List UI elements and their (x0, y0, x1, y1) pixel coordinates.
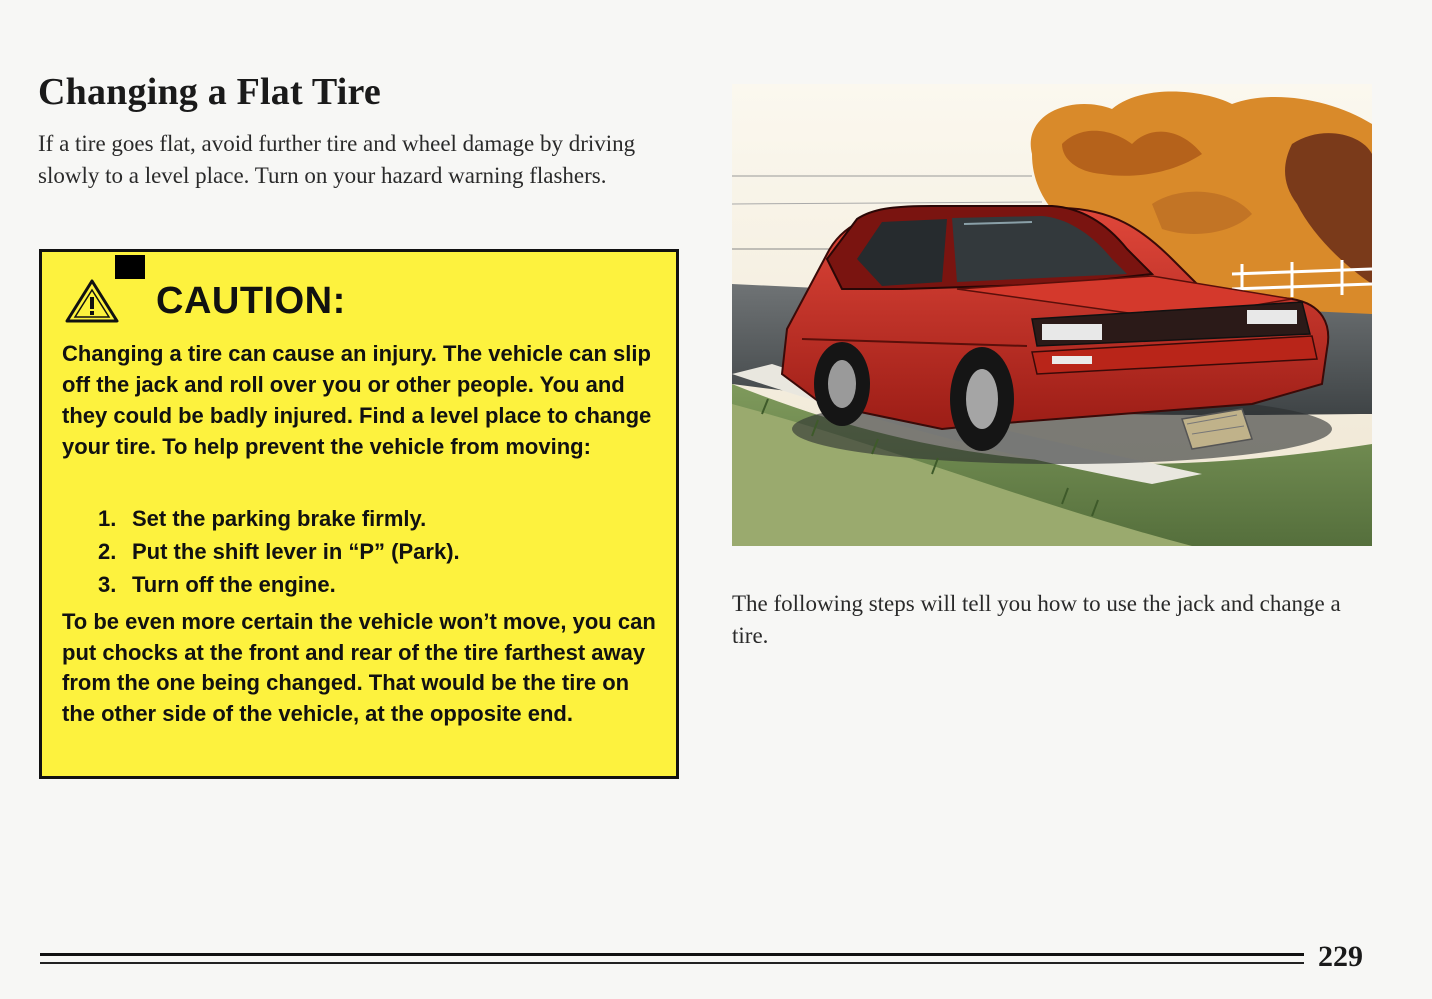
caution-heading: CAUTION: (156, 279, 346, 322)
footer-rule (40, 953, 1304, 956)
caution-text-continued: To be even more certain the vehicle won’t move, you can put chocks at the front and rear of the tire farthest away from the one being changed. That would be the tire on the other side of the vehicle, at the opposite end. (62, 609, 656, 726)
step-item (98, 535, 460, 568)
step-number: 1. (98, 506, 117, 531)
page-number: 229 (1318, 940, 1363, 973)
intro-paragraph: If a tire goes flat, avoid further tire and wheel damage by driving slowly to a level place. Turn on your hazard warning flashers. (38, 131, 636, 188)
footer-rule-secondary (40, 962, 1304, 964)
step-text: Set the parking brake firmly. (132, 506, 427, 531)
step-item (98, 568, 460, 601)
car-illustration (732, 84, 1372, 546)
warning-triangle-icon (64, 278, 120, 324)
step-number: 3. (98, 572, 117, 597)
step-text: Turn off the engine. (132, 572, 336, 597)
step-text: Put the shift lever in “P” (Park). (132, 539, 460, 564)
step-number: 2. (98, 539, 117, 564)
caution-box (39, 249, 679, 779)
caption-paragraph: The following steps will tell you how to use the jack and change a tire. (732, 591, 1341, 648)
caution-text: Changing a tire can cause an injury. The vehicle can slip off the jack and roll over you or other people. You and they could be badly injured. Find a level place to change your tire. To help prevent the vehicle from moving: (62, 341, 652, 459)
caution-header (64, 276, 346, 326)
caution-steps (98, 502, 460, 601)
step-item (98, 502, 460, 535)
page-title: Changing a Flat Tire (38, 71, 381, 113)
